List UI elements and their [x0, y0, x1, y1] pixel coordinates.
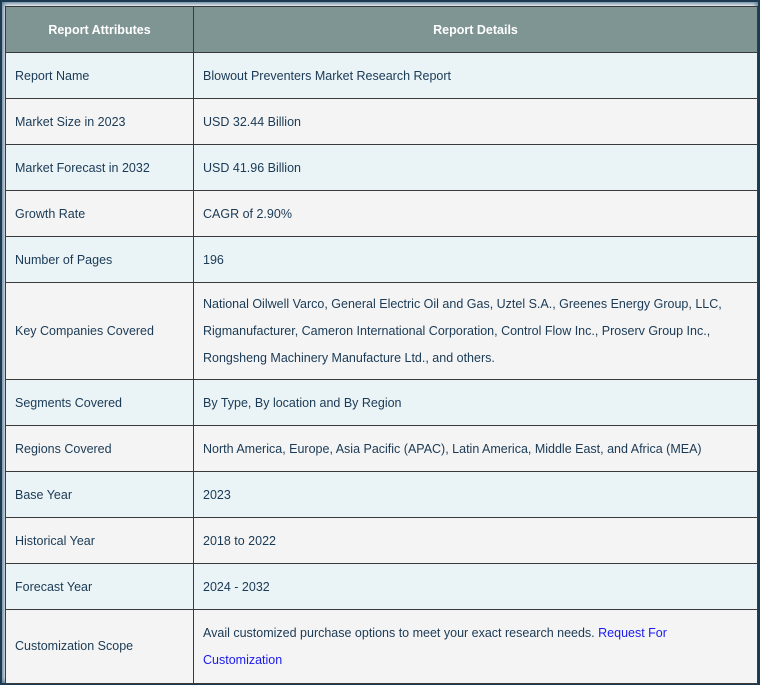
row-detail	[194, 610, 758, 684]
row-attribute: Forecast Year	[6, 564, 194, 610]
table-row	[6, 518, 758, 564]
row-detail: CAGR of 2.90%	[194, 191, 758, 237]
row-attribute: Historical Year	[6, 518, 194, 564]
row-attribute: Key Companies Covered	[6, 283, 194, 380]
table-row	[6, 53, 758, 99]
row-attribute: Segments Covered	[6, 380, 194, 426]
row-attribute: Base Year	[6, 472, 194, 518]
row-attribute: Regions Covered	[6, 426, 194, 472]
row-detail: 196	[194, 237, 758, 283]
table-row	[6, 145, 758, 191]
header-details: Report Details	[194, 7, 758, 53]
table-row	[6, 283, 758, 380]
row-detail: North America, Europe, Asia Pacific (APAC), Latin America, Middle East, and Africa (MEA)	[194, 426, 758, 472]
report-attributes-table	[5, 6, 758, 684]
row-attribute: Customization Scope	[6, 610, 194, 684]
table-row	[6, 564, 758, 610]
row-attribute: Market Forecast in 2032	[6, 145, 194, 191]
table-row	[6, 426, 758, 472]
table-row	[6, 99, 758, 145]
table-row	[6, 380, 758, 426]
row-detail: USD 32.44 Billion	[194, 99, 758, 145]
row-detail: USD 41.96 Billion	[194, 145, 758, 191]
table-header-row	[6, 7, 758, 53]
customization-text: Avail customized purchase options to meet your exact research needs.	[203, 625, 595, 640]
row-detail: 2024 - 2032	[194, 564, 758, 610]
table-row	[6, 237, 758, 283]
row-attribute: Report Name	[6, 53, 194, 99]
row-detail: National Oilwell Varco, General Electric Oil and Gas, Uztel S.A., Greenes Energy Group, LLC, Rigmanufacturer, Cameron International Corporation, Control Flow Inc., Proserv Group Inc., Rongsheng Machinery Manufacture Ltd., and others.	[194, 283, 758, 380]
row-detail: By Type, By location and By Region	[194, 380, 758, 426]
row-attribute: Number of Pages	[6, 237, 194, 283]
row-attribute: Growth Rate	[6, 191, 194, 237]
row-detail: 2023	[194, 472, 758, 518]
table-row	[6, 472, 758, 518]
row-detail: Blowout Preventers Market Research Report	[194, 53, 758, 99]
row-detail: 2018 to 2022	[194, 518, 758, 564]
row-attribute: Market Size in 2023	[6, 99, 194, 145]
table-row	[6, 610, 758, 684]
request-customization-link[interactable]: Request For Customization	[203, 625, 667, 667]
header-attributes: Report Attributes	[6, 7, 194, 53]
table-row	[6, 191, 758, 237]
